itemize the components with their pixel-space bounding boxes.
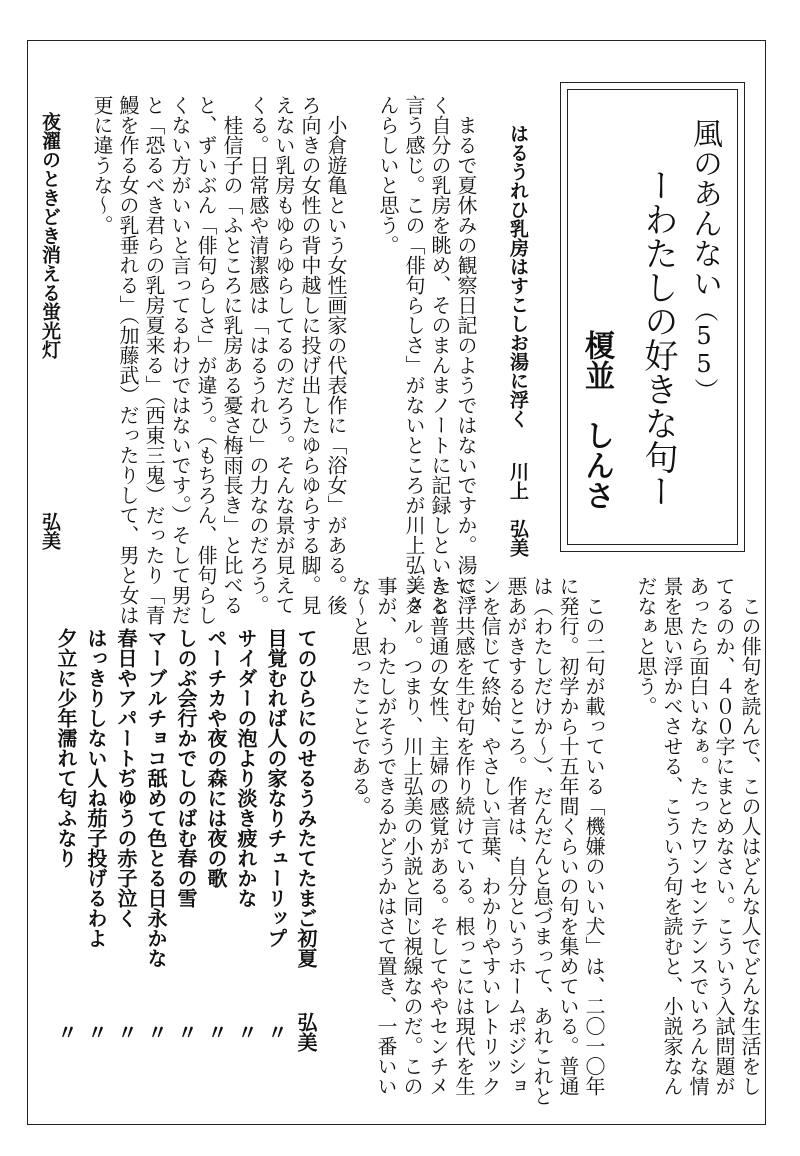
right-paragraph2-line6: で、共感を生む句を作り続けている。根っこには現代を生 <box>452 576 476 1096</box>
left-paragraph1-line3: 言う感じ。この「俳句らしさ」がないところが川上弘美さ <box>402 95 426 615</box>
haiku-item-5-mark: 〃 <box>174 1022 198 1042</box>
featured-haiku-author: 川上 弘美 <box>507 462 529 557</box>
left-paragraph2-line4: くる。日常感や清潔感は「はるうれひ」の力なのだろう。 <box>246 95 270 615</box>
left-paragraph2-line2: ろ向きの女性の背中越しに投げ出したゆらゆらする脚。見 <box>298 95 322 615</box>
left-paragraph3-line6: 更に違うな～。 <box>90 95 114 235</box>
haiku-item-8-mark: 〃 <box>84 1022 108 1042</box>
right-paragraph2-line7: きる普通の女性、主婦の感覚がある。そしてややセンチメ <box>426 576 450 1096</box>
left-paragraph3-line1: 桂信子の「ふところに乳房ある憂さ梅雨長き」と比べる <box>220 115 244 615</box>
title-subtitle: ーわたしの好きな句ー <box>638 168 678 508</box>
right-paragraph1-line2: てるのか、４００字にまとめなさい。こういう入試問題が <box>712 576 736 1096</box>
left-paragraph3-line3: くない方がいいと言ってるわけではないです。）そして男だ <box>168 95 192 625</box>
left-paragraph3-line5: 鰻を作る女の乳垂れる」（加藤武）だったりして、男と女は <box>116 95 140 625</box>
title-number: （55） <box>690 298 718 402</box>
haiku-item-5: しのぶ会行かでしのばむ春の雪 <box>174 628 198 908</box>
left-paragraph2-line1: 小倉遊亀という女性画家の代表作に「浴女」がある。後 <box>324 115 348 615</box>
haiku-item-1: てのひらにのせるうみたてたまご初夏 <box>294 628 318 968</box>
haiku-item-9: 夕立に少年濡れて匂ふなり <box>54 628 78 868</box>
closing-haiku-author: 弘美 <box>39 512 61 550</box>
right-paragraph1-line1: この俳句を読んで、この人はどんな人でどんな生活をし <box>738 596 762 1096</box>
right-paragraph1-line3: あったら面白いなぁ。たったワンセンテンスでいろんな情 <box>686 576 710 1096</box>
left-paragraph3-line4: と「恐るべき君らの乳房夏来る」（西東三鬼）だったり「青 <box>142 95 166 625</box>
title-series <box>688 118 720 402</box>
haiku-item-8: はっきりしない人ね茄子投げるわよ <box>84 628 108 948</box>
haiku-item-1-mark: 弘美 <box>294 1012 318 1052</box>
title-author: 榎並 しんさ <box>579 330 614 510</box>
right-paragraph2-line8: ンタル。つまり、川上弘美の小説と同じ視線なのだ。この <box>400 576 424 1096</box>
left-paragraph2-line3: えない乳房もゆらゆらしてるのだろう。そんな景が見えて <box>272 95 296 615</box>
right-paragraph2-line3: は（わたしだけか～）、だんだんと息づまって、あれこれと <box>530 576 554 1106</box>
left-paragraph1-line1: まるで夏休みの観察日記のようではないですか。湯に浮 <box>454 115 478 615</box>
left-paragraph1-line2: く自分の乳房を眺め、そのまんまノートに記録しといたと <box>428 95 452 615</box>
haiku-item-7-mark: 〃 <box>114 1022 138 1042</box>
right-paragraph2-line9: 事が、わたしがそうできるかどうかはさて置き、一番いい <box>374 576 398 1096</box>
closing-haiku: 夜濯のときどき消える蛍光灯 <box>39 112 61 359</box>
right-paragraph1-line5: だなぁと思う。 <box>634 576 658 716</box>
haiku-item-4-mark: 〃 <box>204 1022 228 1042</box>
left-paragraph3-line2: と、ずいぶん「俳句らしさ」が違う。（もちろん、俳句らし <box>194 95 218 625</box>
haiku-item-3: サイダーの泡より淡き疲れかな <box>234 628 258 908</box>
haiku-item-6-mark: 〃 <box>144 1022 168 1042</box>
haiku-item-3-mark: 〃 <box>234 1022 258 1042</box>
haiku-item-9-mark: 〃 <box>54 1022 78 1042</box>
haiku-item-4: ペーチカや夜の森には夜の歌 <box>204 628 228 888</box>
title-series-text: 風のあんない <box>687 118 722 298</box>
haiku-item-6: マーブルチョコ舐めて色とる日永かな <box>144 628 168 968</box>
featured-haiku: はるうれひ乳房はすこしお湯に浮く <box>507 124 529 428</box>
right-paragraph2-line2: に発行。初学から十五年間くらいの句を集めている。普通 <box>556 576 580 1096</box>
haiku-item-7: 春日やアパートぢゆうの赤子泣く <box>114 628 138 928</box>
left-paragraph1-line4: んらしいと思う。 <box>376 95 400 255</box>
right-paragraph2-line10: な～と思ったことである。 <box>348 576 372 816</box>
right-paragraph2-line4: 悪あがきするところ。作者は、自分というホームポジショ <box>504 576 528 1096</box>
right-paragraph2-line1: この二句が載っている「機嫌のいい犬」は、二〇一〇年 <box>582 596 606 1096</box>
right-paragraph2-line5: ンを信じて終始、やさしい言葉、わかりやすいレトリック <box>478 576 502 1096</box>
right-paragraph1-line4: 景を思い浮かべさせる、こういう句を読むと、小説家なん <box>660 576 684 1096</box>
haiku-item-2-mark: 〃 <box>264 1022 288 1042</box>
haiku-item-2: 目覚むれば人の家なりチューリップ <box>264 628 288 948</box>
